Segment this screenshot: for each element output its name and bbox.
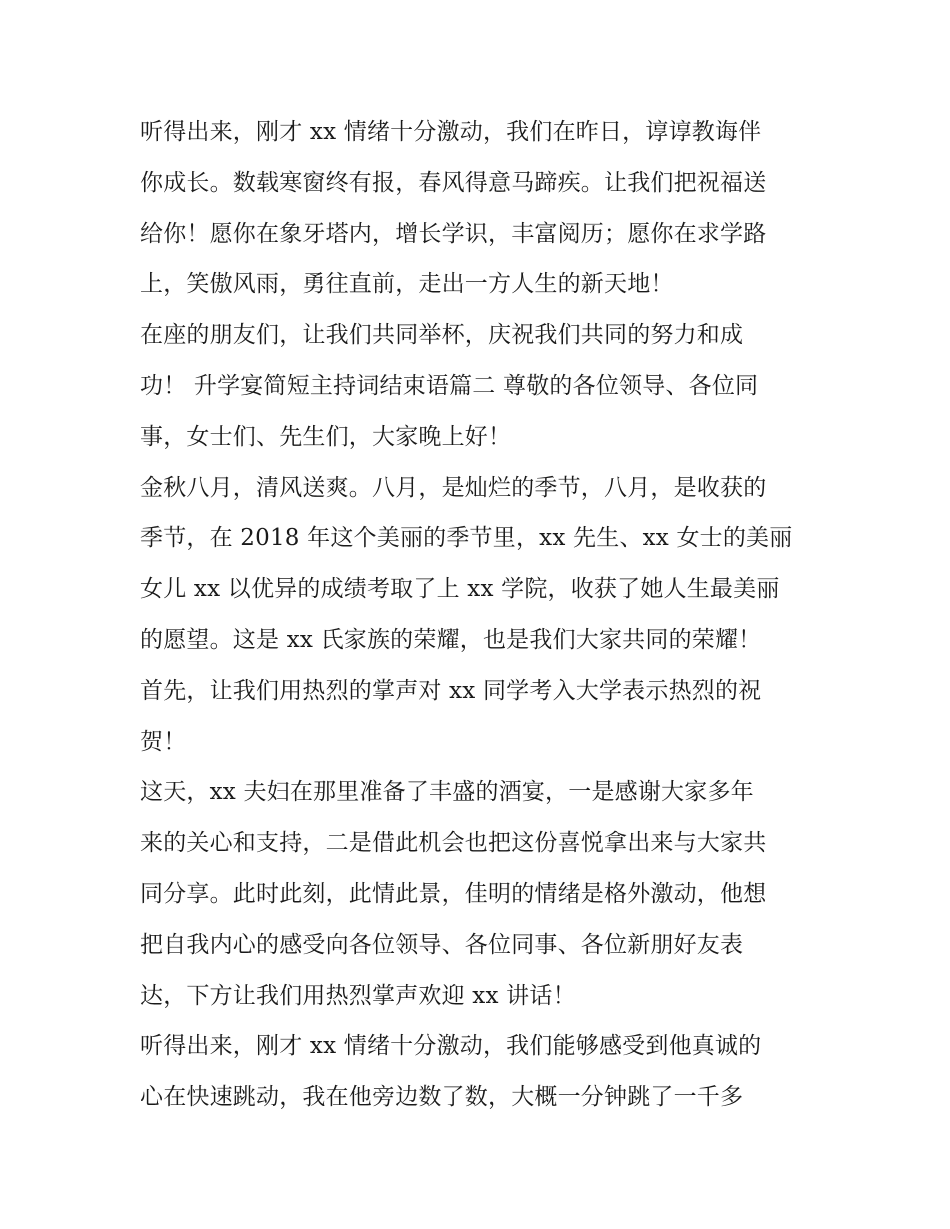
text-line: 给你！愿你在象牙塔内，增长学识，丰富阅历；愿你在求学路 <box>140 220 767 247</box>
text-line: 在座的朋友们，让我们共同举杯，庆祝我们共同的努力和成 <box>140 322 744 349</box>
text-line: 听得出来，刚才 xx 情绪十分激动，我们在昨日，谆谆教诲伴 <box>140 119 762 145</box>
document-body <box>140 107 820 1123</box>
text-line: 来的关心和支持，二是借此机会也把这份喜悦拿出来与大家共 <box>140 830 767 857</box>
text-line: 这天，xx 夫妇在那里准备了丰盛的酒宴，一是感谢大家多年 <box>140 779 754 806</box>
text-line: 事，女士们、先生们，大家晚上好！ <box>140 423 512 450</box>
text-line: 的愿望。这是 xx 氏家族的荣耀，也是我们大家共同的荣耀！ <box>140 626 762 653</box>
text-line: 贺！ <box>140 728 187 755</box>
text-line: 上，笑傲风雨，勇往直前，走出一方人生的新天地！ <box>140 271 674 298</box>
text-line: 金秋八月，清风送爽。八月，是灿烂的季节，八月，是收获的 <box>140 474 767 501</box>
text-line: 达，下方让我们用热烈掌声欢迎 xx 讲话！ <box>140 982 576 1009</box>
text-line: 功！ 升学宴简短主持词结束语篇二 尊敬的各位领导、各位同 <box>140 372 759 399</box>
text-line: 女儿 xx 以优异的成绩考取了上 xx 学院，收获了她人生最美丽 <box>140 576 780 603</box>
text-line: 把自我内心的感受向各位领导、各位同事、各位新朋好友表 <box>140 931 744 958</box>
text-line: 你成长。数载寒窗终有报，春风得意马蹄疾。让我们把祝福送 <box>140 169 767 196</box>
text-line: 季节，在 2018 年这个美丽的季节里，xx 先生、xx 女士的美丽 <box>140 525 793 552</box>
text-line: 同分享。此时此刻，此情此景，佳明的情绪是格外激动，他想 <box>140 880 767 907</box>
text-line: 心在快速跳动，我在他旁边数了数，大概一分钟跳了一千多 <box>140 1084 744 1111</box>
text-line: 首先，让我们用热烈的掌声对 xx 同学考入大学表示热烈的祝 <box>140 677 762 704</box>
text-line: 听得出来，刚才 xx 情绪十分激动，我们能够感受到他真诚的 <box>140 1033 762 1060</box>
